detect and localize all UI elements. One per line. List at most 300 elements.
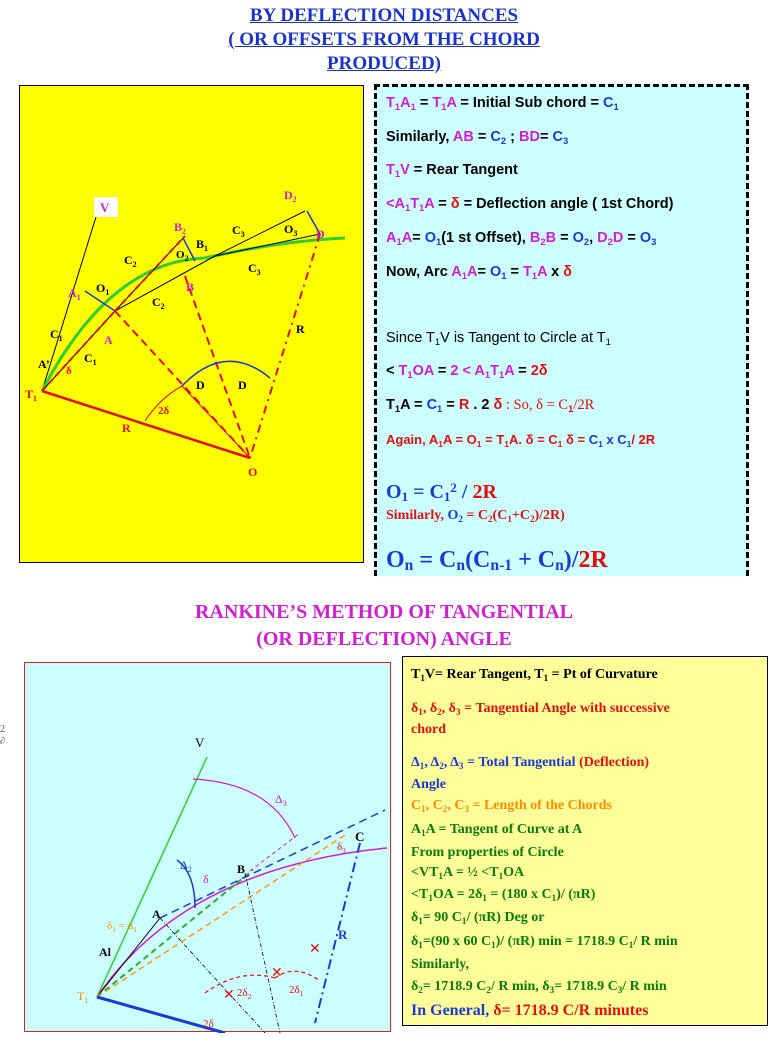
text: Similarly,: [386, 129, 453, 145]
label-a1: $A_1$: [68, 286, 81, 302]
curve-arc: [42, 238, 345, 391]
label-b2: $B_2$: [174, 220, 187, 236]
t-label: T: [490, 363, 499, 379]
rankine-method-diagram: [25, 663, 392, 1033]
subscript: 1: [568, 403, 574, 414]
subscript: 3: [455, 707, 461, 717]
subscript: 1: [401, 489, 409, 504]
text: = Rear Tangent: [409, 162, 518, 178]
subscript: 2: [487, 514, 493, 524]
a-label: A: [394, 196, 405, 212]
note2-line-2: [411, 700, 670, 721]
top-title-line1: BY DEFLECTION DISTANCES: [249, 5, 519, 26]
label-d2: $D_2$: [284, 188, 297, 204]
text: /: [456, 481, 473, 503]
subscript: 1: [626, 439, 632, 449]
text: =: [556, 230, 573, 246]
text: , C: [447, 798, 465, 813]
subscript: 1: [418, 916, 423, 926]
delta-symbol: δ: [450, 196, 460, 212]
label-delta3-small: $\delta_3$: [337, 841, 346, 855]
label-d-mid1: D: [196, 378, 205, 392]
delta-symbol: δ: [493, 397, 503, 413]
top-title: [0, 4, 768, 76]
note2-line-3: [411, 754, 649, 775]
oa-label: OA: [412, 363, 434, 379]
note-line-10: [386, 432, 655, 449]
text: δ: [411, 910, 419, 925]
rankine-method-notes: [402, 656, 768, 1026]
subscript: 1: [461, 916, 467, 926]
subscript: 1: [605, 336, 611, 347]
text: OA: [503, 865, 525, 880]
label-v: V: [195, 735, 205, 750]
subscript: 2: [437, 707, 442, 717]
subscript: 1: [394, 403, 401, 414]
subscript: 1: [484, 369, 491, 380]
subscript: 1: [428, 893, 433, 903]
text: δ= 1718.9 C/R minutes: [493, 1002, 649, 1019]
c-label: C: [588, 432, 599, 447]
label-r-right: R: [296, 322, 305, 336]
t-label: T: [432, 95, 442, 111]
subscript: 1: [499, 369, 505, 380]
subscript: 2: [486, 985, 491, 995]
label-b: B: [186, 280, 195, 294]
text: =: [477, 264, 490, 280]
text: / (πR) Deg or: [466, 910, 545, 925]
subscript: 3: [549, 985, 555, 995]
subscript: 3: [562, 135, 569, 146]
label-b: B: [237, 862, 246, 876]
text: =: [433, 363, 451, 379]
text: OA = 2δ: [432, 887, 483, 902]
note2-line-2b: chord: [411, 722, 446, 737]
text: . 2: [469, 397, 494, 413]
subscript: 1: [420, 673, 425, 683]
text: V is Tangent to Circle at T: [440, 330, 606, 346]
a-label: A: [466, 264, 478, 280]
note2-line-8: [411, 886, 595, 907]
subscript: 1: [404, 202, 411, 213]
label-r-bottom: R: [122, 421, 131, 435]
text: )/ (πR): [556, 887, 596, 902]
text: = C: [413, 547, 457, 573]
note-line-6: [386, 264, 572, 281]
text: +C: [511, 508, 530, 523]
text: A = Tangent of Curve at A: [425, 822, 583, 837]
t-label: T: [410, 196, 420, 212]
chord-dashed: [97, 870, 253, 997]
subscript: 1: [498, 871, 504, 881]
label-delta: δ: [203, 872, 209, 886]
label-2delta1: $2\delta_1$: [289, 984, 304, 998]
note-line-11: [386, 480, 497, 505]
label-c: C: [355, 829, 365, 844]
subscript: 2: [418, 985, 423, 995]
note-line-2: [386, 129, 568, 146]
t-label: T: [523, 264, 532, 280]
note2-line-10: [411, 933, 678, 954]
subscript: 1: [437, 403, 443, 414]
subscript: 1: [543, 673, 549, 683]
text: T: [411, 667, 421, 682]
text: /2R: [573, 397, 595, 413]
b-label: B: [529, 230, 541, 246]
deflection-distance-notes: [374, 84, 749, 576]
label-2delta-low: 2δ: [203, 1018, 214, 1030]
subscript: 1: [507, 514, 512, 524]
note2-line-9: [411, 909, 545, 930]
text: =: [408, 481, 430, 503]
subscript: 3: [617, 985, 623, 995]
label-r: R: [338, 927, 348, 942]
o-label: O: [386, 547, 405, 573]
text: In General,: [411, 1002, 494, 1019]
two-delta: 2δ: [530, 363, 548, 379]
text: (C: [492, 508, 508, 523]
a-label: A: [386, 230, 397, 246]
label-v: V: [100, 200, 110, 215]
label-o1: $O_1$: [96, 281, 110, 297]
text: = Deflection angle ( 1st Chord): [459, 196, 674, 212]
t-label: T: [398, 363, 408, 379]
text: =: [473, 129, 491, 145]
text: A = O: [442, 432, 477, 447]
text: (Deflection): [579, 755, 650, 770]
subscript: n: [404, 557, 414, 574]
text: = T: [481, 432, 505, 447]
text: )/: [563, 547, 579, 573]
note2-line-4: [411, 797, 612, 818]
label-c2b: $C_2$: [152, 295, 165, 311]
c-label: C: [603, 95, 614, 111]
subscript: 2: [583, 236, 590, 247]
note-line-4: [386, 196, 673, 213]
o-label: O: [424, 230, 436, 246]
radius-line: [160, 918, 265, 1033]
text: A. δ = C: [508, 432, 558, 447]
text: δ =: [562, 432, 589, 447]
text: = 1718.9 C: [554, 979, 618, 994]
text: δ: [411, 701, 419, 716]
text: = (180 x C: [486, 887, 552, 902]
text: C: [411, 798, 422, 813]
subscript: 1: [410, 101, 416, 112]
bd-label: BD: [519, 129, 540, 145]
note2-line-1: [411, 666, 658, 687]
subscript: 1: [476, 439, 482, 449]
subscript: 1: [419, 761, 425, 771]
label-a: A: [104, 333, 113, 347]
note2-line-5: [411, 821, 582, 842]
subscript: 1: [628, 940, 634, 950]
text: = C: [462, 508, 488, 523]
text: / R min: [633, 934, 678, 949]
subscript: 1: [482, 893, 487, 903]
text: =: [539, 129, 553, 145]
label-a: A: [152, 907, 161, 921]
note-line-5: [386, 230, 656, 247]
ab-label: AB: [452, 129, 474, 145]
text: δ: [411, 934, 419, 949]
text: (C: [465, 547, 491, 573]
text: T: [534, 667, 544, 682]
o-label: O: [572, 230, 584, 246]
text: (1 st Offset),: [441, 230, 530, 246]
text: )/2R): [534, 508, 565, 523]
text: , δ: [422, 701, 438, 716]
text: =: [412, 230, 425, 246]
subscript: n: [555, 557, 564, 574]
subscript: 1: [613, 101, 619, 112]
text: / R min, δ: [490, 979, 550, 994]
subscript: 1: [419, 202, 425, 213]
subscript: n: [456, 557, 466, 574]
subscript: 1: [438, 871, 443, 881]
chord-line: [215, 234, 320, 256]
r-label: R: [458, 397, 470, 413]
a-label: A: [537, 264, 548, 280]
subscript: 1: [438, 439, 443, 449]
cross-mark: ✕: [223, 988, 235, 1003]
subscript: 2: [607, 236, 613, 247]
label-o-center: O: [248, 465, 258, 479]
text: = Rear Tangent,: [435, 667, 535, 682]
subscript: 1: [434, 336, 441, 347]
text: = Tangential Angle with successive: [460, 701, 670, 716]
text: = Total Tangential: [463, 755, 580, 770]
subscript: 2: [458, 514, 463, 524]
label-t1: $T_1$: [25, 387, 38, 403]
r-label: 2R: [578, 547, 608, 573]
b-label: B: [545, 230, 557, 246]
subscript: 1: [501, 270, 507, 281]
subscript: 3: [464, 804, 470, 814]
tangent-dashed: [160, 810, 385, 918]
top-title-line2: ( OR OFFSETS FROM THE CHORD: [228, 29, 540, 50]
text: / 2R: [631, 432, 656, 447]
rankine-method-figure: [24, 662, 391, 1032]
text: Again, A: [386, 432, 439, 447]
note-line-8: [386, 363, 548, 380]
text: ,: [589, 230, 598, 246]
subscript: n-1: [490, 557, 513, 574]
text: Now, Arc: [386, 264, 452, 280]
subscript: 1: [396, 236, 402, 247]
note-line-9: [386, 397, 594, 414]
text: δ: [411, 979, 419, 994]
text: = Length of the Chords: [469, 798, 612, 813]
label-c1a: $C_1$: [50, 327, 63, 343]
a-label: A: [446, 95, 457, 111]
text: : So, δ = C: [502, 397, 569, 413]
text: x C: [602, 432, 627, 447]
text: <VT: [411, 865, 439, 880]
note2-line-6: From properties of Circle: [411, 845, 564, 860]
subscript: 1: [418, 940, 423, 950]
label-o3: $O_3$: [284, 222, 298, 238]
subscript: 1: [531, 270, 538, 281]
text: =: [506, 264, 524, 280]
label-a-prime: A’: [38, 357, 50, 371]
text: + C: [512, 547, 556, 573]
text: 2: [450, 363, 459, 379]
cross-mark: ✕: [271, 966, 283, 981]
text: , Δ: [443, 755, 459, 770]
label-al: Al: [99, 945, 111, 959]
text: Similarly,: [386, 508, 448, 523]
label-t1: $T_1$: [77, 989, 89, 1005]
label-delta2: $\Delta_2$: [180, 858, 192, 874]
text: = 90 C: [422, 910, 462, 925]
text: x: [547, 264, 564, 280]
label-c3b: $C_3$: [248, 261, 261, 277]
label-delta3: $\Delta_3$: [275, 792, 287, 808]
subscript: 1: [461, 270, 467, 281]
subscript: 1: [443, 489, 451, 504]
text: , δ: [441, 701, 456, 716]
chord-dashed: [42, 311, 115, 391]
subscript: 1: [421, 828, 426, 838]
subscript: 2: [540, 236, 546, 247]
subscript: 2: [500, 135, 507, 146]
d-label: D: [612, 230, 624, 246]
text: / R min: [622, 979, 667, 994]
subscript: 1: [598, 439, 603, 449]
label-2delta: 2δ: [158, 405, 170, 417]
text: T: [386, 397, 395, 413]
text: Since T: [386, 330, 435, 346]
note2-line-7: [411, 864, 524, 885]
subscript: 3: [651, 236, 657, 247]
text: = 1718.9 C: [422, 979, 487, 994]
radius-line: [185, 276, 250, 458]
text: =(90 x 60 C: [422, 934, 492, 949]
subscript: 3: [458, 761, 464, 771]
c-label: C: [426, 397, 438, 413]
cross-mark: ✕: [309, 942, 321, 957]
label-delta: δ: [66, 365, 72, 377]
o-label: O: [489, 264, 502, 280]
t-label: T: [386, 95, 395, 111]
label-c1b: $C_1$: [84, 351, 97, 367]
text: =: [442, 397, 459, 413]
a-label: A: [401, 230, 413, 246]
label-c3a: $C_3$: [232, 223, 245, 239]
subscript: 1: [491, 940, 496, 950]
angle-symbol: <: [386, 196, 395, 212]
label-c2a: $C_2$: [124, 253, 137, 269]
text: <: [458, 363, 475, 379]
text: Δ: [411, 755, 420, 770]
a-label: A: [400, 95, 411, 111]
text: <T: [411, 887, 429, 902]
deflection-distance-diagram: [20, 86, 365, 564]
o-label: O: [386, 481, 402, 503]
subscript: 1: [407, 369, 413, 380]
a-label: A: [474, 363, 485, 379]
d-label: D: [597, 230, 608, 246]
superscript: 2: [450, 480, 457, 495]
bottom-title-line1: RANKINE’S METHOD OF TANGENTIAL: [194, 601, 573, 623]
text: A =: [400, 397, 427, 413]
subscript: 1: [551, 893, 557, 903]
text: )/ (πR) min = 1718.9 C: [495, 934, 629, 949]
subscript: 2: [442, 804, 448, 814]
c-label: C: [552, 129, 563, 145]
a-label: A: [504, 363, 515, 379]
subscript: 2: [439, 761, 444, 771]
label-o2: $O_2$: [176, 249, 189, 263]
subscript: 1: [418, 707, 423, 717]
o-label: O: [447, 508, 459, 523]
text: =: [514, 363, 531, 379]
label-d-top: D: [316, 227, 325, 241]
note-line-3: [386, 162, 518, 179]
text: =: [434, 196, 451, 212]
o-label: O: [639, 230, 652, 246]
note2-line-11: Similarly,: [411, 957, 469, 972]
text: = Pt of Curvature: [548, 667, 658, 682]
c-label: C: [429, 481, 444, 503]
subscript: 1: [394, 168, 401, 179]
a-label: A: [424, 196, 435, 212]
subscript: 1: [435, 236, 442, 247]
bottom-title: [0, 599, 768, 653]
label-delta1-eq: $\delta_1 = \Delta_1$: [107, 920, 138, 934]
text: V: [424, 667, 436, 682]
top-title-line3: PRODUCED): [327, 53, 441, 74]
subscript: 2: [529, 514, 535, 524]
deflection-distance-figure: [19, 85, 364, 563]
c-label: C: [490, 129, 501, 145]
angle-arc-delta3: [193, 779, 295, 838]
v-label: V: [400, 162, 410, 178]
r-label: 2R: [472, 481, 497, 503]
text: , Δ: [424, 755, 440, 770]
subscript: 1: [441, 101, 447, 112]
note-line-1: [386, 95, 619, 112]
clipped-edge-text: 2 ∂: [0, 724, 5, 747]
delta-symbol: δ: [563, 264, 572, 280]
subscript: 1: [557, 439, 563, 449]
label-2delta2: $2\delta_2$: [237, 987, 252, 1001]
label-d-mid2: D: [238, 378, 247, 392]
angle-symbol: <: [386, 363, 399, 379]
note-line-7: [386, 330, 611, 347]
label-b1: $B_1$: [196, 237, 209, 253]
subscript: 1: [394, 101, 401, 112]
text: ;: [506, 129, 519, 145]
note2-line-13: [411, 1002, 648, 1020]
text: = Initial Sub chord =: [456, 95, 604, 111]
radius-line: [245, 873, 280, 1033]
text: , C: [425, 798, 443, 813]
text: =: [623, 230, 640, 246]
note2-line-3b: Angle: [411, 777, 446, 792]
note-line-12: [386, 508, 565, 524]
a-label: A: [451, 264, 462, 280]
text: A: [411, 822, 422, 837]
text: =: [415, 95, 433, 111]
subscript: 1: [504, 439, 509, 449]
subscript: 1: [421, 804, 426, 814]
t-label: T: [386, 162, 395, 178]
note-line-13: [386, 547, 608, 575]
bottom-title-line2: (OR DEFLECTION) ANGLE: [256, 628, 512, 650]
text: A = ½ <T: [442, 865, 499, 880]
